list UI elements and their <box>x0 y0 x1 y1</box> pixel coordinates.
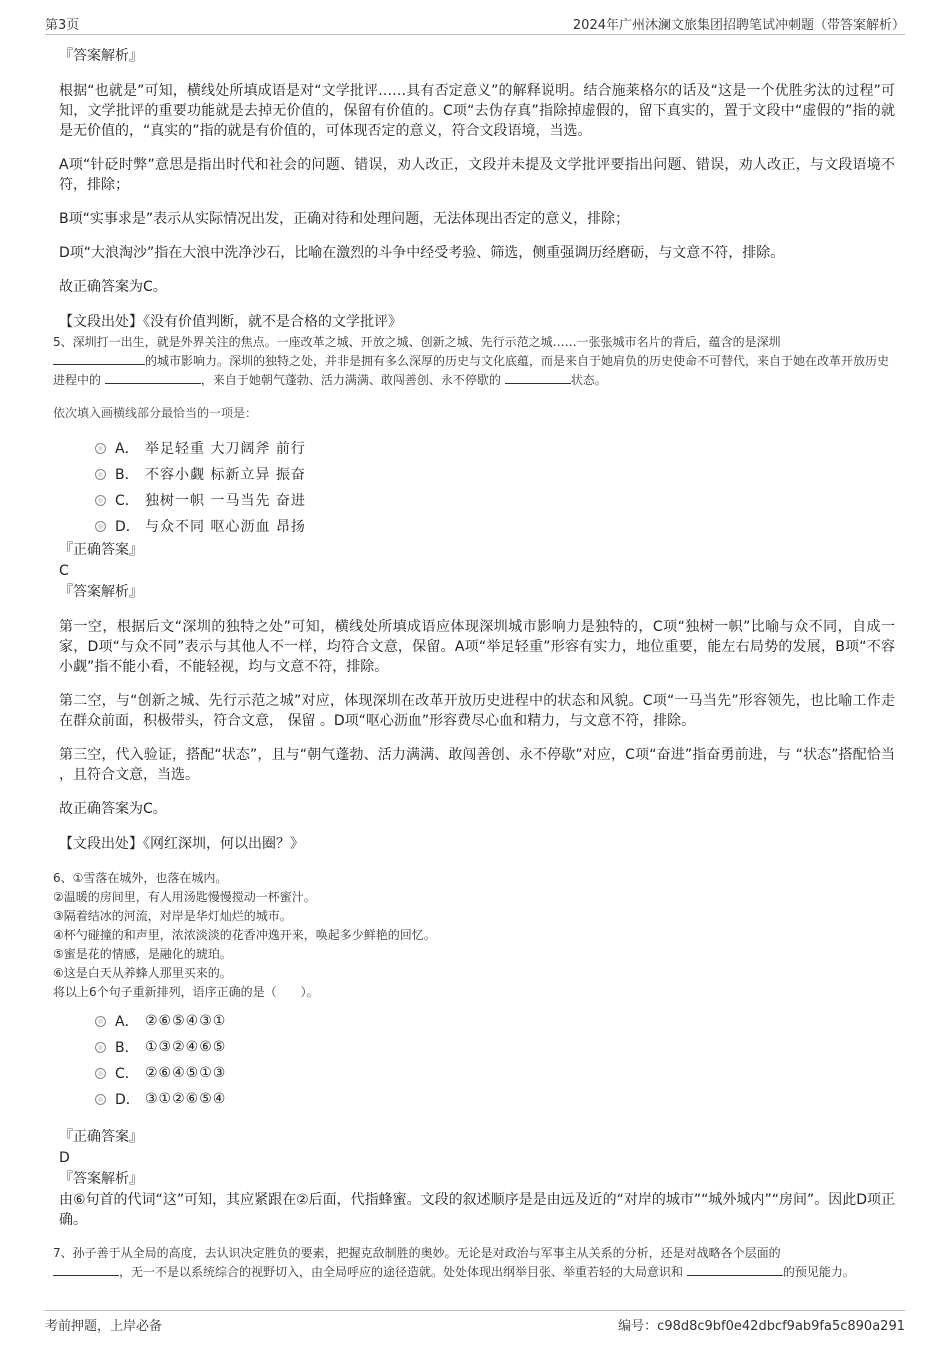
footer-slogan: 考前押题，上岸必备 <box>45 1319 163 1334</box>
question-6-stem: 6、①雪落在城外，也落在城内。 ②温暖的房间里，有人用汤匙慢慢搅动一杯蜜汁。 ③隔着结冰的河流，对岸是华灯灿烂的城市。 ④杯勺碰撞的和声里，浓浓淡淡的花香冲逸开来，唤起多少鲜艳的回忆。 ⑤蜜是花的情感，是融化的琥珀。 ⑥这是白天从养蜂人那里买来的。 将以上6个句子重新排列，语序正确的是（ ）。 <box>53 871 436 999</box>
document-code: 编号：c98d8c9bf0e42dbcf9ab9fa5c890a291 <box>618 1319 905 1334</box>
question-5-prompt: 依次填入画横线部分最恰当的一项是： <box>53 406 258 420</box>
page-footer <box>45 1310 905 1335</box>
correct-answer: D <box>59 1150 70 1166</box>
fill-blank <box>53 352 145 365</box>
analysis-paragraph: 第一空，根据后文“深圳的独特之处”可知，横线处所填成语应体现深圳城市影响力是独特的，C项“独树一帜”比喻与众不同，自成一家，D项“与众不同”表示与其他人不一样，均符合文意，保留。A项“举足轻重”形容有实力，地位重要，能左右局势的发展，B项“不容小觑”指不能小看，不能轻视，均与文意不符，排除。 <box>59 619 895 675</box>
text-source: 【文段出处】《网红深圳，何以出圈？》 <box>59 836 304 852</box>
option-a[interactable]: A． ②⑥⑤④③① <box>95 1008 895 1034</box>
analysis-paragraph: 第二空，与“创新之城、先行示范之城”对应，体现深圳在改革开放历史进程中的状态和风貌。C项“一马当先”形容领先，也比喻工作走在群众前面，积极带头，符合文意， 保留 。D项“呕心沥血”形容费尽心血和精力，与文意不符，排除。 <box>59 693 895 729</box>
document-body <box>55 45 895 1282</box>
option-a[interactable]: A． 举足轻重 大刀阔斧 前行 <box>95 435 895 461</box>
option-d[interactable]: D． ③①②⑥⑤④ <box>95 1086 895 1112</box>
question-5-options <box>95 435 895 539</box>
option-d[interactable]: D． 与众不同 呕心沥血 昂扬 <box>95 513 895 539</box>
radio-icon[interactable] <box>95 1016 106 1027</box>
fill-blank <box>105 371 201 384</box>
radio-icon[interactable] <box>95 495 106 506</box>
text-source: 【文段出处】《没有价值判断，就不是合格的文学批评》 <box>59 314 402 330</box>
fill-blank <box>687 1263 783 1276</box>
option-c[interactable]: C． 独树一帜 一马当先 奋进 <box>95 487 895 513</box>
question-6-options <box>95 1008 895 1112</box>
analysis-paragraph: A项“针砭时弊”意思是指出时代和社会的问题、错误，劝人改正，文段并未提及文学批评要指出问题、错误，劝人改正，与文段语境不符，排除； <box>59 157 895 193</box>
analysis-paragraph: 故正确答案为C。 <box>59 801 167 817</box>
question-7-stem: 7、孙子善于从全局的高度，去认识决定胜负的要素，把握克敌制胜的奥妙。无论是对政治与军事主从关系的分析，还是对战略各个层面的 ，无一不是以系统综合的视野切入，由全局呼应的途径造就。处处体现出纲举目张、举重若轻的大局意识和 的预见能力。 <box>53 1246 855 1279</box>
radio-icon[interactable] <box>95 521 106 532</box>
radio-icon[interactable] <box>95 443 106 454</box>
radio-icon[interactable] <box>95 469 106 480</box>
radio-icon[interactable] <box>95 1068 106 1079</box>
analysis-paragraph: 由⑥句首的代词“这”可知，其应紧跟在②后面，代指蜂蜜。文段的叙述顺序是是由远及近的“对岸的城市”“城外城内”“房间”。因此D项正确。 <box>59 1192 895 1228</box>
radio-icon[interactable] <box>95 1042 106 1053</box>
analysis-paragraph: 根据“也就是”可知，横线处所填成语是对“文学批评……具有否定意义”的解释说明。结合施莱格尔的话及“这是一个优胜劣汰的过程”可知，文学批评的重要功能就是去掉无价值的，保留有价值的。C项“去伪存真”指除掉虚假的，留下真实的，置于文段中“虚假的”指的就是无价值的，“真实的”指的就是有价值的，可体现否定的意义，符合文段语境，当选。 <box>59 83 895 139</box>
answer-label: 『正确答案』 <box>59 542 143 558</box>
analysis-paragraph: 故正确答案为C。 <box>59 279 167 295</box>
analysis-paragraph: 第三空，代入验证，搭配“状态”，且与“朝气蓬勃、活力满满、敢闯善创、永不停歇”对应，C项“奋进”指奋勇前进，与 “状态”搭配恰当 ，且符合文意，当选。 <box>59 747 895 783</box>
answer-label: 『正确答案』 <box>59 1129 143 1145</box>
option-c[interactable]: C． ②⑥④⑤①③ <box>95 1060 895 1086</box>
fill-blank <box>505 371 571 384</box>
page-number: 第3页 <box>45 18 80 33</box>
option-b[interactable]: B． 不容小觑 标新立异 振奋 <box>95 461 895 487</box>
analysis-paragraph: B项“实事求是”表示从实际情况出发，正确对待和处理问题，无法体现出否定的意义，排除； <box>59 211 630 227</box>
page-header <box>45 12 905 35</box>
question-5-stem: 5、深圳打一出生，就是外界关注的焦点。一座改革之城、开放之城、创新之城、先行示范之城……一张张城市名片的背后，蕴含的是深圳 的城市影响力。深圳的独特之处，并非是拥有多么深厚的历史与文化底蕴，而是来自于她肩负的历史使命不可替代，来自于她在改革开放历史进程中的 ，来自于她朝气蓬勃、活力满满、敢闯善创、永不停歇的 状态。 <box>53 335 890 387</box>
analysis-label: 『答案解析』 <box>59 48 143 64</box>
analysis-label: 『答案解析』 <box>59 1171 143 1187</box>
document-title: 2024年广州沐澜文旅集团招聘笔试冲刺题（带答案解析） <box>572 18 905 33</box>
analysis-paragraph: D项“大浪淘沙”指在大浪中洗净沙石，比喻在激烈的斗争中经受考验、筛选，侧重强调历经磨砺，与文意不符，排除。 <box>59 245 785 261</box>
radio-icon[interactable] <box>95 1094 106 1105</box>
fill-blank <box>53 1263 119 1276</box>
analysis-label: 『答案解析』 <box>59 584 143 600</box>
option-b[interactable]: B． ①③②④⑥⑤ <box>95 1034 895 1060</box>
correct-answer: C <box>59 563 69 579</box>
